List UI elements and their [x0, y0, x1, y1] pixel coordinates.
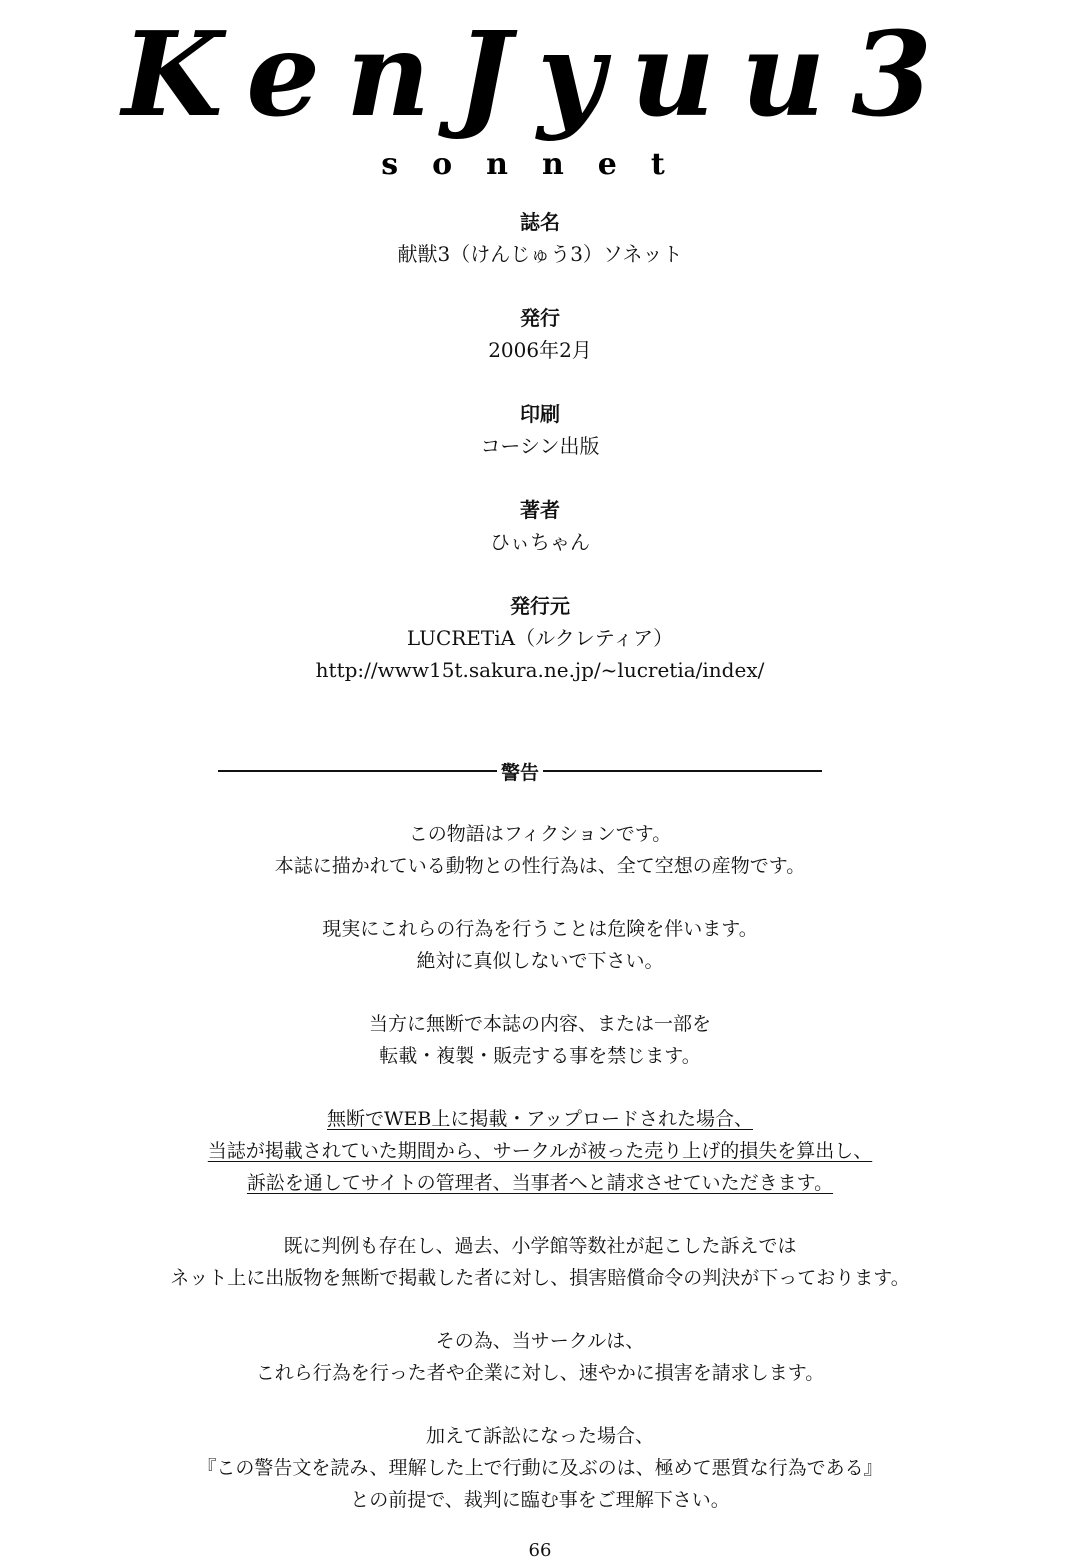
- title-logo: KenJyuu3: [121, 7, 959, 143]
- warning-line: 絶対に真似しないで下さい。: [416, 950, 664, 972]
- colophon-label: 著者: [520, 498, 560, 522]
- warning-line: 既に判例も存在し、過去、小学館等数社が起こした訴えでは: [283, 1235, 797, 1257]
- warning-paragraph: [0, 1420, 1080, 1516]
- warning-line: これら行為を行った者や企業に対し、速やかに損害を請求します。: [255, 1362, 825, 1384]
- warning-line: 転載・複製・販売する事を禁じます。: [379, 1045, 701, 1067]
- colophon-item: [0, 494, 1080, 558]
- colophon-value: ひぃちゃん: [490, 530, 590, 554]
- colophon-item: [0, 398, 1080, 462]
- publisher-url: http://www15t.sakura.ne.jp/~lucretia/index/: [315, 658, 765, 682]
- warning-line: 当方に無断で本誌の内容、または一部を: [368, 1013, 711, 1035]
- warning-line: 本誌に描かれている動物との性行為は、全て空想の産物です。: [274, 855, 806, 877]
- warning-line: 現実にこれらの行為を行うことは危険を伴います。: [322, 918, 758, 940]
- colophon-label: 印刷: [520, 402, 560, 426]
- warning-text: [0, 818, 1080, 1547]
- warning-line: 『この警告文を読み、理解した上で行動に及ぶのは、極めて悪質な行為である』: [197, 1457, 883, 1479]
- colophon-item: [0, 302, 1080, 366]
- colophon-value: コーシン出版: [480, 434, 600, 458]
- colophon-label: 発行: [520, 306, 560, 330]
- colophon-value: 献獣3（けんじゅう3）ソネット: [397, 242, 683, 266]
- warning-paragraph: [0, 1008, 1080, 1072]
- page-number: 66: [528, 1540, 552, 1561]
- colophon-label: 誌名: [520, 210, 560, 234]
- colophon-item: [0, 590, 1080, 686]
- warning-heading: 警告: [501, 761, 540, 784]
- warning-paragraph-underlined: [0, 1103, 1080, 1199]
- warning-line: この物語はフィクションです。: [408, 823, 672, 845]
- colophon-label: 発行元: [510, 594, 570, 618]
- warning-paragraph: [0, 1325, 1080, 1389]
- divider-line-left: [218, 770, 497, 772]
- warning-line: との前提で、裁判に臨む事をご理解下さい。: [350, 1489, 730, 1511]
- subtitle-logo: sonnet: [381, 147, 699, 182]
- warning-paragraph: [0, 1230, 1080, 1294]
- warning-paragraph: [0, 818, 1080, 882]
- colophon: [0, 206, 1080, 718]
- warning-line: ネット上に出版物を無断で掲載した者に対し、損害賠償命令の判決が下っております。: [170, 1267, 910, 1289]
- warning-paragraph: [0, 913, 1080, 977]
- warning-line: 加えて訴訟になった場合、: [425, 1425, 654, 1447]
- warning-line: 当誌が掲載されていた期間から、サークルが被った売り上げ的損失を算出し、: [207, 1140, 873, 1162]
- colophon-value: 2006年2月: [488, 338, 592, 362]
- warning-line: 無断でWEB上に掲載・アップロードされた場合、: [326, 1108, 754, 1130]
- colophon-item: [0, 206, 1080, 270]
- divider-line-right: [543, 770, 822, 772]
- warning-line: 訴訟を通してサイトの管理者、当事者へと請求させていただきます。: [246, 1172, 834, 1194]
- colophon-value: LUCRETiA（ルクレティア）: [406, 626, 674, 650]
- warning-line: その為、当サークルは、: [435, 1330, 645, 1352]
- warning-divider: [218, 756, 822, 786]
